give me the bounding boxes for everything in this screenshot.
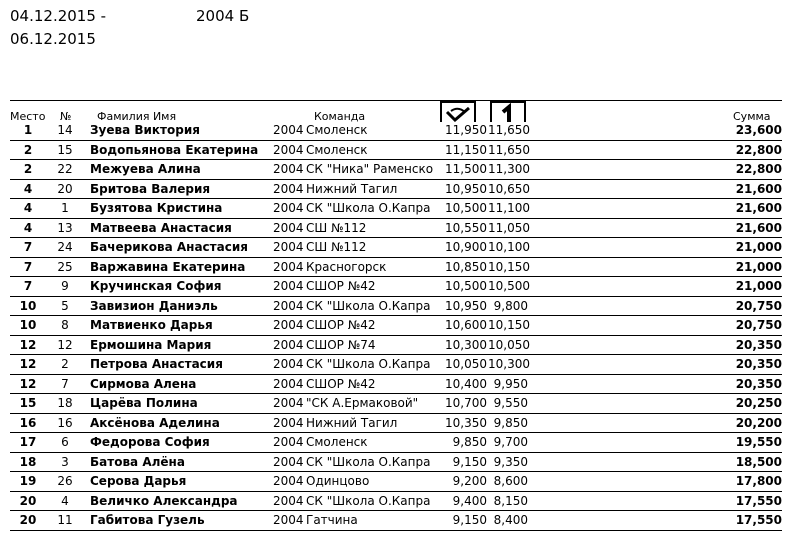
- table-row: [10, 453, 782, 473]
- total-score: 20,200: [735, 415, 782, 430]
- result-place: 15: [19, 396, 37, 410]
- team-name: Одинцово: [306, 474, 370, 488]
- table-row: [10, 219, 782, 239]
- apparatus-2-score: 11,650: [488, 142, 530, 157]
- athlete-number: 8: [61, 318, 69, 332]
- table-row: [10, 277, 782, 297]
- result-place: 10: [19, 318, 37, 332]
- birth-year: 2004: [273, 357, 304, 371]
- athlete-name: Аксёнова Аделина: [90, 415, 220, 430]
- team-name: СК "Ника" Раменско: [306, 162, 434, 176]
- result-place: 2: [23, 162, 33, 176]
- table-row: [10, 297, 782, 317]
- athlete-number: 24: [57, 240, 73, 254]
- apparatus-1-score: 9,150: [452, 513, 487, 527]
- athlete-name: Петрова Анастасия: [90, 357, 223, 371]
- apparatus-2-score: 10,500: [488, 279, 530, 293]
- athlete-number: 12: [57, 337, 73, 352]
- apparatus-1-score: 9,850: [452, 435, 487, 449]
- athlete-name: Габитова Гузель: [90, 513, 205, 527]
- athlete-number: 5: [61, 298, 69, 313]
- athlete-number: 16: [57, 415, 73, 430]
- apparatus-2-score: 11,650: [488, 123, 530, 137]
- athlete-number: 25: [57, 259, 73, 274]
- athlete-name: Величко Александра: [90, 493, 238, 508]
- team-name: СШОР №42: [306, 279, 376, 293]
- team-name: Смоленск: [306, 123, 368, 137]
- result-place: 2: [23, 142, 33, 157]
- birth-year: 2004: [273, 259, 304, 274]
- total-score: 20,750: [735, 318, 782, 332]
- birth-year: 2004: [273, 474, 304, 488]
- apparatus-2-score: 10,150: [488, 259, 530, 274]
- team-name: СК "Школа О.Капра: [306, 357, 431, 371]
- table-row: [10, 316, 782, 336]
- total-score: 17,550: [735, 493, 782, 508]
- athlete-name: Завизион Даниэль: [90, 298, 218, 313]
- birth-year: 2004: [273, 142, 304, 157]
- total-score: 21,000: [735, 240, 782, 254]
- athlete-name: Матвеева Анастасия: [90, 220, 232, 235]
- total-score: 21,000: [735, 279, 782, 293]
- team-name: Смоленск: [306, 435, 368, 449]
- birth-year: 2004: [273, 220, 304, 235]
- apparatus-2-score: 10,650: [488, 181, 530, 196]
- athlete-number: 11: [57, 513, 73, 527]
- athlete-name: Бузятова Кристина: [90, 201, 223, 215]
- apparatus-2-score: 10,050: [488, 337, 530, 352]
- table-row: [10, 414, 782, 434]
- column-header-number: №: [60, 110, 72, 122]
- athlete-name: Варжавина Екатерина: [90, 259, 246, 274]
- athlete-name: Серова Дарья: [90, 474, 187, 488]
- team-name: СК "Школа О.Капра: [306, 298, 431, 313]
- apparatus-1-score: 10,600: [445, 318, 487, 332]
- birth-year: 2004: [273, 337, 304, 352]
- team-name: Красногорск: [306, 259, 387, 274]
- apparatus-1-score: 10,850: [445, 259, 487, 274]
- result-place: 20: [19, 513, 37, 527]
- total-score: 20,250: [735, 396, 782, 410]
- number-one-icon: [492, 103, 524, 122]
- table-row: [10, 199, 782, 219]
- header-divider: [10, 100, 782, 101]
- column-header-sum: Сумма: [733, 110, 771, 122]
- team-name: СШОР №42: [306, 376, 376, 391]
- table-row: [10, 355, 782, 375]
- result-place: 10: [19, 298, 37, 313]
- table-row: [10, 238, 782, 258]
- athlete-number: 4: [61, 493, 69, 508]
- birth-year: 2004: [273, 298, 304, 313]
- birth-year: 2004: [273, 181, 304, 196]
- total-score: 20,350: [735, 357, 782, 371]
- apparatus-2-score: 9,800: [493, 298, 528, 313]
- total-score: 23,600: [735, 123, 782, 137]
- apparatus-1-score: 10,050: [445, 357, 487, 371]
- birth-year: 2004: [273, 162, 304, 176]
- birth-year: 2004: [273, 435, 304, 449]
- result-place: 17: [19, 435, 37, 449]
- result-place: 18: [19, 454, 37, 469]
- apparatus-2-score: 10,150: [488, 318, 530, 332]
- team-name: СШОР №42: [306, 318, 376, 332]
- team-name: СШ №112: [306, 240, 367, 254]
- apparatus-2-score: 9,950: [493, 376, 528, 391]
- total-score: 21,600: [735, 220, 782, 235]
- athlete-name: Ермошина Мария: [90, 337, 212, 352]
- team-name: Смоленск: [306, 142, 368, 157]
- apparatus-1-score: 10,550: [445, 220, 487, 235]
- birth-year: 2004: [273, 454, 304, 469]
- athlete-number: 22: [57, 162, 73, 176]
- apparatus-2-score: 11,300: [488, 162, 530, 176]
- athlete-number: 2: [61, 357, 69, 371]
- table-row: [10, 492, 782, 512]
- result-place: 4: [23, 201, 33, 215]
- table-row: [10, 375, 782, 395]
- result-place: 1: [23, 123, 33, 137]
- result-place: 19: [19, 474, 37, 488]
- team-name: СК "Школа О.Капра: [306, 201, 431, 215]
- total-score: 18,500: [735, 454, 782, 469]
- date-to: 06.12.2015: [10, 30, 96, 48]
- apparatus-2-score: 8,150: [493, 493, 528, 508]
- table-row: [10, 511, 782, 531]
- group-title: 2004 Б: [196, 7, 250, 25]
- column-header-name: Фамилия Имя: [97, 110, 177, 122]
- apparatus-2-score: 9,850: [493, 415, 528, 430]
- total-score: 19,550: [735, 435, 782, 449]
- total-score: 21,000: [735, 259, 782, 274]
- birth-year: 2004: [273, 123, 304, 137]
- apparatus-1-score: 10,950: [445, 181, 487, 196]
- apparatus-2-score: 9,550: [493, 396, 528, 410]
- results-table: [10, 121, 782, 531]
- apparatus-2-score: 9,350: [493, 454, 528, 469]
- athlete-number: 20: [57, 181, 73, 196]
- total-score: 17,800: [735, 474, 782, 488]
- athlete-name: Царёва Полина: [90, 396, 198, 410]
- apparatus-2-score: 11,050: [488, 220, 530, 235]
- apparatus-2-score: 10,100: [488, 240, 530, 254]
- result-place: 7: [23, 240, 33, 254]
- apparatus-1-score: 10,500: [445, 279, 487, 293]
- athlete-number: 18: [57, 396, 73, 410]
- team-name: СК "Школа О.Капра: [306, 493, 431, 508]
- table-row: [10, 472, 782, 492]
- birth-year: 2004: [273, 396, 304, 410]
- result-place: 12: [19, 376, 37, 391]
- apparatus-1-score: 10,900: [445, 240, 487, 254]
- total-score: 22,800: [735, 142, 782, 157]
- total-score: 17,550: [735, 513, 782, 527]
- athlete-number: 1: [61, 201, 69, 215]
- team-name: Гатчина: [306, 513, 358, 527]
- athlete-name: Водопьянова Екатерина: [90, 142, 259, 157]
- table-row: [10, 121, 782, 141]
- result-place: 4: [23, 181, 33, 196]
- check-mark-icon: [442, 103, 474, 122]
- column-header-place: Место: [10, 110, 46, 122]
- apparatus-2-score: 10,300: [488, 357, 530, 371]
- athlete-name: Батова Алёна: [90, 454, 185, 469]
- team-name: Нижний Тагил: [306, 181, 398, 196]
- table-row: [10, 336, 782, 356]
- result-place: 12: [19, 337, 37, 352]
- result-place: 7: [23, 259, 33, 274]
- apparatus-2-score: 8,600: [493, 474, 528, 488]
- column-header-team: Команда: [314, 110, 366, 122]
- birth-year: 2004: [273, 493, 304, 508]
- total-score: 22,800: [735, 162, 782, 176]
- athlete-name: Бачерикова Анастасия: [90, 240, 248, 254]
- total-score: 20,350: [735, 337, 782, 352]
- apparatus-1-score: 10,500: [445, 201, 487, 215]
- athlete-number: 6: [61, 435, 69, 449]
- athlete-number: 7: [61, 376, 69, 391]
- total-score: 21,600: [735, 181, 782, 196]
- birth-year: 2004: [273, 376, 304, 391]
- table-row: [10, 160, 782, 180]
- result-place: 4: [23, 220, 33, 235]
- apparatus-2-score: 9,700: [493, 435, 528, 449]
- result-place: 16: [19, 415, 37, 430]
- team-name: СК "Школа О.Капра: [306, 454, 431, 469]
- apparatus-2-score: 11,100: [488, 201, 530, 215]
- apparatus-1-score: 9,200: [452, 474, 487, 488]
- result-place: 12: [19, 357, 37, 371]
- apparatus-1-score: 11,500: [445, 162, 487, 176]
- birth-year: 2004: [273, 318, 304, 332]
- team-name: СШ №112: [306, 220, 367, 235]
- apparatus-1-score: 11,950: [445, 123, 487, 137]
- athlete-name: Кручинская София: [90, 279, 222, 293]
- apparatus-1-score: 9,150: [452, 454, 487, 469]
- apparatus-1-score: 11,150: [445, 142, 487, 157]
- athlete-name: Федорова София: [90, 435, 210, 449]
- table-row: [10, 394, 782, 414]
- table-row: [10, 433, 782, 453]
- birth-year: 2004: [273, 279, 304, 293]
- apparatus-1-score: 10,350: [445, 415, 487, 430]
- athlete-number: 9: [61, 279, 69, 293]
- athlete-number: 3: [61, 454, 69, 469]
- total-score: 21,600: [735, 201, 782, 215]
- table-row: [10, 180, 782, 200]
- athlete-name: Зуева Виктория: [90, 123, 200, 137]
- birth-year: 2004: [273, 201, 304, 215]
- table-row: [10, 141, 782, 161]
- athlete-name: Бритова Валерия: [90, 181, 211, 196]
- apparatus-1-score: 10,950: [445, 298, 487, 313]
- birth-year: 2004: [273, 513, 304, 527]
- athlete-name: Сирмова Алена: [90, 376, 197, 391]
- team-name: Нижний Тагил: [306, 415, 398, 430]
- apparatus-2-score: 8,400: [493, 513, 528, 527]
- apparatus-2-header: [490, 101, 526, 122]
- athlete-name: Межуева Алина: [90, 162, 201, 176]
- athlete-name: Матвиенко Дарья: [90, 318, 213, 332]
- date-from: 04.12.2015 -: [10, 7, 107, 25]
- result-place: 7: [23, 279, 33, 293]
- birth-year: 2004: [273, 240, 304, 254]
- apparatus-1-header: [440, 101, 476, 122]
- total-score: 20,350: [735, 376, 782, 391]
- birth-year: 2004: [273, 415, 304, 430]
- result-place: 20: [19, 493, 37, 508]
- apparatus-1-score: 10,300: [445, 337, 487, 352]
- team-name: "СК А.Ермаковой": [306, 396, 419, 410]
- athlete-number: 14: [57, 123, 73, 137]
- total-score: 20,750: [735, 298, 782, 313]
- apparatus-1-score: 9,400: [452, 493, 487, 508]
- apparatus-1-score: 10,700: [445, 396, 487, 410]
- table-row: [10, 258, 782, 278]
- team-name: СШОР №74: [306, 337, 376, 352]
- athlete-number: 13: [57, 220, 73, 235]
- apparatus-1-score: 10,400: [445, 376, 487, 391]
- athlete-number: 26: [57, 474, 73, 488]
- athlete-number: 15: [57, 142, 73, 157]
